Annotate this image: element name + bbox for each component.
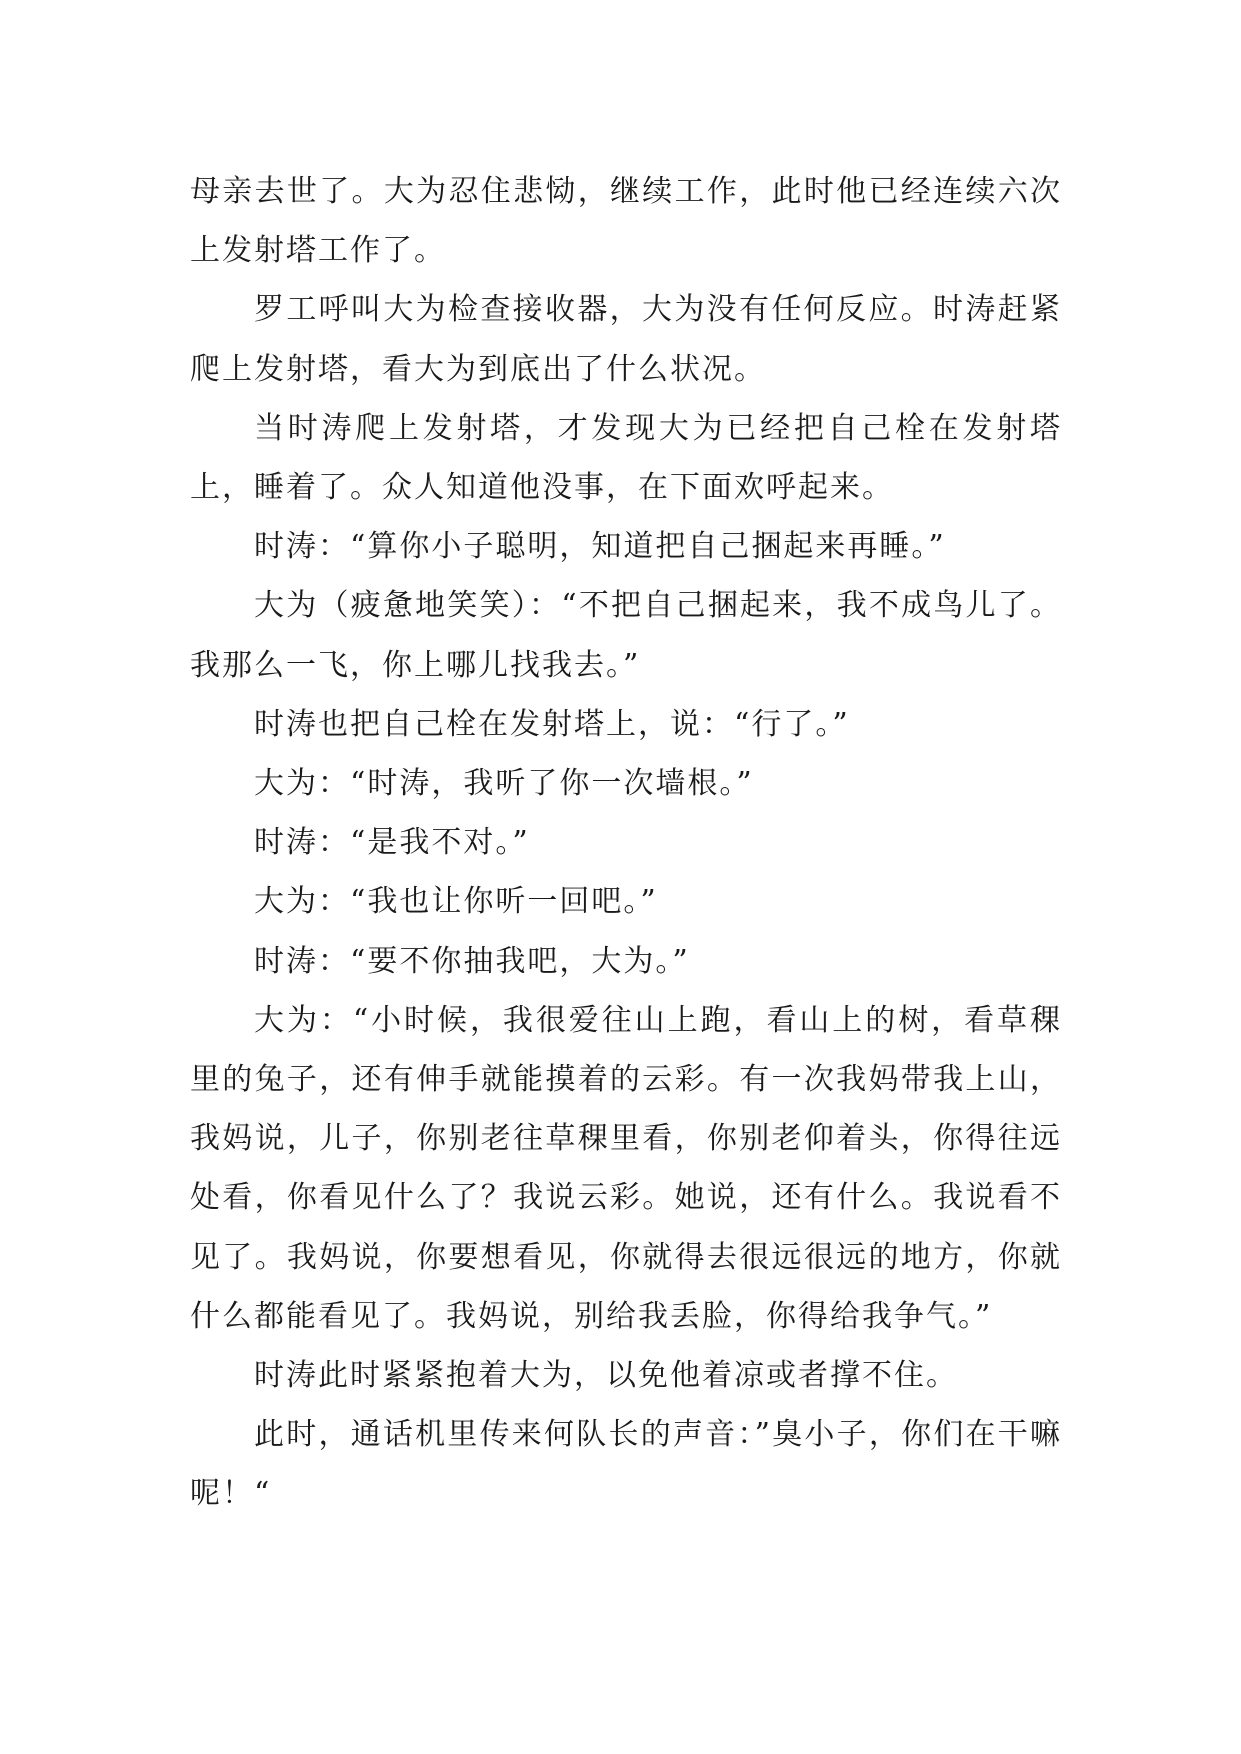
paragraph-10: 时涛：“要不你抽我吧，大为。” xyxy=(254,943,690,979)
paragraph-6: 时涛也把自己栓在发射塔上，说：“行了。” xyxy=(254,706,850,742)
paragraph-5: 大为（疲惫地笑笑）：“不把自己捆起来，我不成鸟儿了。我那么一飞，你上哪儿找我去。” xyxy=(190,588,1062,683)
paragraph-9: 大为：“我也让你听一回吧。” xyxy=(254,884,658,920)
paragraph-12: 时涛此时紧紧抱着大为，以免他着凉或者撑不住。 xyxy=(254,1358,958,1394)
paragraph-3: 当时涛爬上发射塔，才发现大为已经把自己栓在发射塔上，睡着了。众人知道他没事，在下面欢呼起来。 xyxy=(190,410,1062,506)
paragraph-2: 罗工呼叫大为检查接收器，大为没有任何反应。时涛赶紧爬上发射塔，看大为到底出了什么状况。 xyxy=(190,292,1062,387)
document-body xyxy=(190,162,1062,1524)
paragraph-8: 时涛：“是我不对。” xyxy=(254,825,530,861)
paragraph-11: 大为：“小时候，我很爱往山上跑，看山上的树，看草稞里的兔子，还有伸手就能摸着的云彩。有一次我妈带我上山，我妈说，儿子，你别老往草稞里看，你别老仰着头，你得往远处看，你看见什么了？我说云彩。她说，还有什么。我说看不见了。我妈说，你要想看见，你就得去很远很远的地方，你就什么都能看见了。我妈说，别给我丢脸，你得给我争气。” xyxy=(190,1002,1062,1334)
paragraph-13: 此时，通话机里传来何队长的声音：”臭小子，你们在干嘛呢！“ xyxy=(190,1417,1062,1512)
paragraph-4: 时涛：“算你小子聪明，知道把自己捆起来再睡。” xyxy=(254,529,946,565)
paragraph-1: 母亲去世了。大为忍住悲恸，继续工作，此时他已经连续六次上发射塔工作了。 xyxy=(190,174,1062,269)
paragraph-7: 大为：“时涛，我听了你一次墙根。” xyxy=(254,766,754,802)
